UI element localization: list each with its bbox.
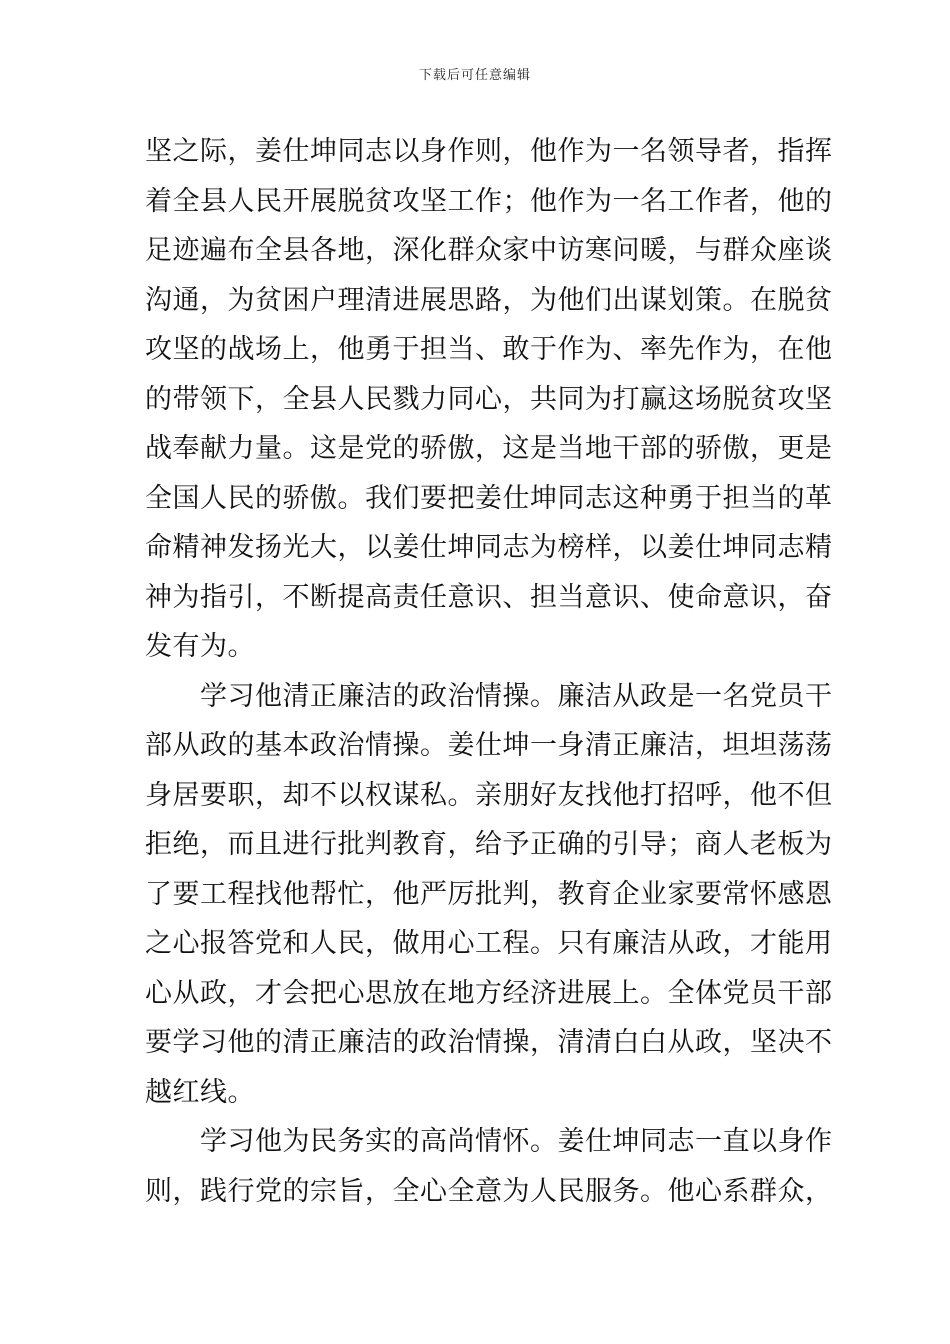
text-line: 足迹遍布全县各地，深化群众家中访寒问暖，与群众座谈 [145, 235, 833, 266]
paragraph-start-line: 学习他为民务实的高尚情怀。姜仕坤同志一直以身作 [145, 1126, 833, 1157]
text-line: 坚之际，姜仕坤同志以身作则，他作为一名领导者，指挥 [145, 136, 833, 167]
document-body [145, 127, 833, 1216]
text-line: 神为指引，不断提高责任意识、担当意识、使命意识，奋 [145, 581, 833, 613]
text-line: 越红线。 [145, 1076, 255, 1108]
text-line: 了要工程找他帮忙，他严厉批判，教育企业家要常怀感恩 [145, 878, 833, 910]
text-line: 之心报答党和人民，做用心工程。只有廉洁从政，才能用 [145, 928, 833, 959]
text-line: 沟通，为贫困户理清进展思路，为他们出谋划策。在脱贫 [145, 284, 833, 316]
text-line: 要学习他的清正廉洁的政治情操，清清白白从政，坚决不 [145, 1027, 833, 1058]
text-line: 则，践行党的宗旨，全心全意为人民服务。他心系群众， [145, 1175, 833, 1207]
paragraph-start-line: 学习他清正廉洁的政治情操。廉洁从政是一名党员干 [145, 680, 833, 712]
text-line: 心从政，才会把心思放在地方经济进展上。全体党员干部 [145, 977, 833, 1009]
text-line: 发有为。 [145, 631, 255, 662]
text-line: 部从政的基本政治情操。姜仕坤一身清正廉洁，坦坦荡荡 [145, 730, 833, 761]
text-line: 攻坚的战场上，他勇于担当、敢于作为、率先作为，在他 [145, 334, 833, 365]
text-line: 身居要职，却不以权谋私。亲朋好友找他打招呼，他不但 [145, 779, 833, 811]
text-line: 拒绝，而且进行批判教育，给予正确的引导；商人老板为 [145, 829, 833, 860]
text-line: 的带领下，全县人民戮力同心，共同为打赢这场脱贫攻坚 [145, 383, 833, 415]
page-header-note: 下载后可任意编辑 [418, 68, 531, 83]
text-line: 着全县人民开展脱贫攻坚工作；他作为一名工作者，他的 [145, 185, 833, 217]
text-line: 命精神发扬光大，以姜仕坤同志为榜样，以姜仕坤同志精 [145, 532, 833, 563]
text-line: 全国人民的骄傲。我们要把姜仕坤同志这种勇于担当的革 [145, 482, 833, 514]
text-line: 战奉献力量。这是党的骄傲，这是当地干部的骄傲，更是 [145, 433, 833, 464]
